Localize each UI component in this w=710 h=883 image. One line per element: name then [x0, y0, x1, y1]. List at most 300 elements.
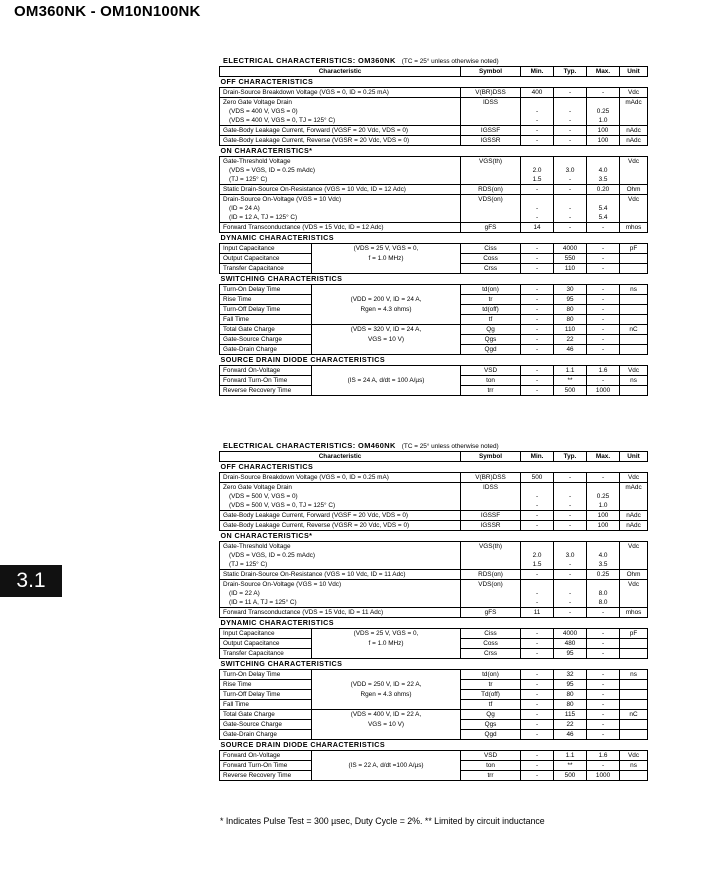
column-header-row [220, 452, 648, 462]
max-cell: 1.0 [587, 116, 620, 126]
characteristic-cell: Forward Transconductance (VDS = 15 Vdc, ID = 11 Adc) [220, 608, 461, 618]
characteristic-cell: Drain-Source Breakdown Voltage (VGS = 0, ID = 0.25 mA) [220, 473, 461, 483]
characteristic-cell: (TJ = 125° C) [220, 175, 461, 185]
table-row [220, 386, 648, 396]
max-cell: - [587, 761, 620, 771]
typ-cell: - [554, 511, 587, 521]
min-cell: - [521, 570, 554, 580]
unit-cell [620, 639, 648, 649]
unit-cell [620, 264, 648, 274]
test-condition-cell [312, 771, 461, 781]
symbol-cell: VSD [461, 751, 521, 761]
table-row [220, 511, 648, 521]
table-row [220, 589, 648, 598]
symbol-cell: IDSS [461, 98, 521, 108]
typ-cell: - [554, 107, 587, 116]
symbol-cell: Coss [461, 639, 521, 649]
symbol-cell: td(on) [461, 285, 521, 295]
max-cell: 8.0 [587, 589, 620, 598]
table-row [220, 501, 648, 511]
category-label: OFF CHARACTERISTICS [220, 462, 648, 473]
unit-cell [620, 315, 648, 325]
test-condition-cell: (VDD = 250 V, ID = 22 A, [312, 680, 461, 690]
test-condition-cell: (IS = 24 A, d/dt = 100 A/µs) [312, 376, 461, 386]
unit-cell [620, 560, 648, 570]
unit-cell: ns [620, 670, 648, 680]
unit-cell [620, 213, 648, 223]
table-row [220, 254, 648, 264]
symbol-cell: IGSSR [461, 136, 521, 146]
unit-cell [620, 690, 648, 700]
table-row [220, 136, 648, 146]
max-cell: - [587, 629, 620, 639]
unit-cell: ns [620, 761, 648, 771]
max-cell: - [587, 264, 620, 274]
symbol-cell: gFS [461, 608, 521, 618]
max-cell: 0.20 [587, 185, 620, 195]
max-cell [587, 195, 620, 205]
typ-cell: - [554, 598, 587, 608]
symbol-cell [461, 107, 521, 116]
symbol-cell: Qgd [461, 345, 521, 355]
max-cell: - [587, 315, 620, 325]
max-cell: - [587, 639, 620, 649]
unit-cell [620, 166, 648, 175]
table-row [220, 751, 648, 761]
min-cell: - [521, 720, 554, 730]
off-characteristics-heading [220, 462, 648, 473]
symbol-cell: tf [461, 315, 521, 325]
typ-cell: 550 [554, 254, 587, 264]
characteristic-cell: Transfer Capacitance [220, 264, 312, 274]
typ-cell: - [554, 473, 587, 483]
om360nk-characteristics [218, 56, 648, 396]
column-characteristic: Characteristic [220, 67, 461, 77]
table-row [220, 295, 648, 305]
table-row [220, 771, 648, 781]
unit-cell: Vdc [620, 473, 648, 483]
table-row [220, 157, 648, 167]
typ-cell: - [554, 589, 587, 598]
characteristic-cell: Fall Time [220, 700, 312, 710]
typ-cell: ** [554, 376, 587, 386]
table-row [220, 185, 648, 195]
characteristic-cell: Gate-Body Leakage Current, Reverse (VGSR = 20 Vdc, VDS = 0) [220, 136, 461, 146]
unit-cell: nAdc [620, 511, 648, 521]
characteristic-cell: Turn-On Delay Time [220, 285, 312, 295]
max-cell: - [587, 680, 620, 690]
table-row [220, 580, 648, 590]
test-condition-cell: (VDS = 400 V, ID = 22 A, [312, 710, 461, 720]
column-max: Max. [587, 67, 620, 77]
characteristic-cell: Forward On-Voltage [220, 751, 312, 761]
typ-cell: 4000 [554, 629, 587, 639]
max-cell: 0.25 [587, 570, 620, 580]
min-cell: - [521, 244, 554, 254]
typ-cell: 480 [554, 639, 587, 649]
max-cell: 1000 [587, 771, 620, 781]
characteristic-cell: Turn-Off Delay Time [220, 690, 312, 700]
unit-cell: pF [620, 629, 648, 639]
min-cell: - [521, 649, 554, 659]
typ-cell: 500 [554, 771, 587, 781]
characteristic-cell: Rise Time [220, 680, 312, 690]
table-row [220, 730, 648, 740]
unit-cell: Vdc [620, 195, 648, 205]
test-condition-cell: VGS = 10 V) [312, 335, 461, 345]
unit-cell: Vdc [620, 366, 648, 376]
typ-cell: 80 [554, 690, 587, 700]
symbol-cell: ton [461, 376, 521, 386]
min-cell: - [521, 771, 554, 781]
symbol-cell: VGS(th) [461, 157, 521, 167]
switching-characteristics-heading [220, 659, 648, 670]
unit-cell [620, 254, 648, 264]
min-cell: - [521, 366, 554, 376]
category-label: ON CHARACTERISTICS* [220, 146, 648, 157]
typ-cell [554, 157, 587, 167]
typ-cell: 46 [554, 345, 587, 355]
symbol-cell: td(on) [461, 670, 521, 680]
table-row [220, 88, 648, 98]
typ-cell [554, 580, 587, 590]
typ-cell: - [554, 570, 587, 580]
characteristic-cell: (ID = 11 A, TJ = 125° C) [220, 598, 461, 608]
min-cell: - [521, 264, 554, 274]
characteristics-table [219, 451, 648, 781]
footnote: * Indicates Pulse Test = 300 µsec, Duty Cycle = 2%. ** Limited by circuit inductance [220, 816, 545, 826]
unit-cell: Ohm [620, 185, 648, 195]
characteristic-cell: Gate-Body Leakage Current, Forward (VGSF = 20 Vdc, VDS = 0) [220, 126, 461, 136]
unit-cell [620, 305, 648, 315]
column-characteristic: Characteristic [220, 452, 461, 462]
table-row [220, 473, 648, 483]
symbol-cell: ton [461, 761, 521, 771]
typ-cell: 115 [554, 710, 587, 720]
unit-cell: nAdc [620, 521, 648, 531]
table-row [220, 649, 648, 659]
max-cell: 4.0 [587, 166, 620, 175]
table-row [220, 107, 648, 116]
unit-cell [620, 492, 648, 501]
characteristic-cell: Forward Transconductance (VDS = 15 Vdc, ID = 12 Adc) [220, 223, 461, 233]
characteristic-cell: Gate-Source Charge [220, 335, 312, 345]
table-row [220, 720, 648, 730]
off-characteristics-heading [220, 77, 648, 88]
source-drain-diode-heading [220, 740, 648, 751]
min-cell: - [521, 629, 554, 639]
characteristic-cell: Gate-Drain Charge [220, 345, 312, 355]
max-cell: - [587, 376, 620, 386]
characteristic-cell: (VDS = 500 V, VGS = 0, TJ = 125° C) [220, 501, 461, 511]
characteristic-cell: Fall Time [220, 315, 312, 325]
category-label: SOURCE DRAIN DIODE CHARACTERISTICS [220, 355, 648, 366]
om460nk-characteristics [218, 441, 648, 781]
typ-cell: 80 [554, 305, 587, 315]
max-cell [587, 98, 620, 108]
switching-characteristics-heading [220, 274, 648, 285]
characteristic-cell: (ID = 24 A) [220, 204, 461, 213]
table-row [220, 690, 648, 700]
typ-cell: 95 [554, 295, 587, 305]
min-cell: - [521, 751, 554, 761]
column-max: Max. [587, 452, 620, 462]
characteristic-cell: Turn-Off Delay Time [220, 305, 312, 315]
symbol-cell: Td(off) [461, 690, 521, 700]
characteristic-cell: Total Gate Charge [220, 710, 312, 720]
column-unit: Unit [620, 67, 648, 77]
table-row [220, 285, 648, 295]
max-cell: 100 [587, 126, 620, 136]
unit-cell [620, 680, 648, 690]
category-label: OFF CHARACTERISTICS [220, 77, 648, 88]
symbol-cell: IGSSR [461, 521, 521, 531]
min-cell [521, 542, 554, 552]
min-cell: - [521, 136, 554, 146]
typ-cell: 1.1 [554, 751, 587, 761]
min-cell: - [521, 315, 554, 325]
max-cell: 1000 [587, 386, 620, 396]
min-cell: 1.5 [521, 560, 554, 570]
table-row [220, 521, 648, 531]
characteristic-cell: Total Gate Charge [220, 325, 312, 335]
symbol-cell: gFS [461, 223, 521, 233]
characteristic-cell: Gate-Body Leakage Current, Reverse (VGSR = 20 Vdc, VDS = 0) [220, 521, 461, 531]
characteristics-table [219, 66, 648, 396]
unit-cell [620, 345, 648, 355]
min-cell: - [521, 521, 554, 531]
max-cell: - [587, 285, 620, 295]
section-heading [218, 56, 648, 66]
min-cell: - [521, 254, 554, 264]
typ-cell: ** [554, 761, 587, 771]
table-row [220, 570, 648, 580]
typ-cell: 4000 [554, 244, 587, 254]
column-min: Min. [521, 452, 554, 462]
unit-cell: Vdc [620, 580, 648, 590]
symbol-cell: trr [461, 771, 521, 781]
table-row [220, 366, 648, 376]
max-cell: - [587, 730, 620, 740]
dynamic-characteristics-heading [220, 618, 648, 629]
typ-cell: 95 [554, 680, 587, 690]
dynamic-characteristics-heading [220, 233, 648, 244]
symbol-cell: Coss [461, 254, 521, 264]
min-cell: - [521, 335, 554, 345]
typ-cell: - [554, 175, 587, 185]
max-cell: - [587, 608, 620, 618]
test-condition-cell: f = 1.0 MHz) [312, 639, 461, 649]
test-condition-cell [312, 730, 461, 740]
table-row [220, 629, 648, 639]
symbol-cell: RDS(on) [461, 570, 521, 580]
characteristic-cell: Reverse Recovery Time [220, 386, 312, 396]
table-row [220, 761, 648, 771]
min-cell: - [521, 285, 554, 295]
table-row [220, 710, 648, 720]
min-cell: - [521, 670, 554, 680]
test-condition-cell: (VDS = 25 V, VGS = 0, [312, 629, 461, 639]
table-row [220, 483, 648, 493]
typ-cell: - [554, 136, 587, 146]
typ-cell: - [554, 223, 587, 233]
symbol-cell: Crss [461, 264, 521, 274]
section-conditions: (TC = 25° unless otherwise noted) [401, 58, 499, 65]
symbol-cell: Qgs [461, 720, 521, 730]
min-cell: - [521, 345, 554, 355]
symbol-cell: tf [461, 700, 521, 710]
test-condition-cell [312, 315, 461, 325]
unit-cell: mhos [620, 223, 648, 233]
on-characteristics-heading [220, 531, 648, 542]
min-cell: - [521, 116, 554, 126]
characteristic-cell: Static Drain-Source On-Resistance (VGS = 10 Vdc, ID = 11 Adc) [220, 570, 461, 580]
typ-cell [554, 483, 587, 493]
characteristic-cell: Gate-Threshold Voltage [220, 542, 461, 552]
unit-cell [620, 649, 648, 659]
max-cell: - [587, 335, 620, 345]
typ-cell [554, 98, 587, 108]
symbol-cell: Qgd [461, 730, 521, 740]
on-characteristics-heading [220, 146, 648, 157]
column-min: Min. [521, 67, 554, 77]
table-row [220, 492, 648, 501]
symbol-cell [461, 501, 521, 511]
table-row [220, 223, 648, 233]
max-cell: 1.0 [587, 501, 620, 511]
characteristic-cell: Input Capacitance [220, 629, 312, 639]
table-row [220, 670, 648, 680]
max-cell [587, 580, 620, 590]
characteristic-cell: Forward Turn-On Time [220, 761, 312, 771]
unit-cell [620, 598, 648, 608]
min-cell: - [521, 690, 554, 700]
column-header-row [220, 67, 648, 77]
typ-cell: 22 [554, 335, 587, 345]
table-row [220, 244, 648, 254]
symbol-cell [461, 598, 521, 608]
min-cell [521, 195, 554, 205]
min-cell: 500 [521, 473, 554, 483]
typ-cell: - [554, 213, 587, 223]
symbol-cell [461, 175, 521, 185]
section-conditions: (TC = 25° unless otherwise noted) [401, 443, 499, 450]
max-cell: 1.6 [587, 366, 620, 376]
max-cell [587, 542, 620, 552]
characteristic-cell: Rise Time [220, 295, 312, 305]
typ-cell: 80 [554, 315, 587, 325]
table-row [220, 335, 648, 345]
characteristic-cell: Drain-Source Breakdown Voltage (VGS = 0, ID = 0.25 mA) [220, 88, 461, 98]
min-cell: - [521, 700, 554, 710]
table-row [220, 680, 648, 690]
unit-cell: Ohm [620, 570, 648, 580]
table-row [220, 166, 648, 175]
max-cell: - [587, 670, 620, 680]
characteristic-cell: (VDS = 400 V, VGS = 0, TJ = 125° C) [220, 116, 461, 126]
unit-cell [620, 107, 648, 116]
max-cell: - [587, 720, 620, 730]
min-cell [521, 580, 554, 590]
min-cell: - [521, 501, 554, 511]
typ-cell [554, 195, 587, 205]
table-row [220, 608, 648, 618]
typ-cell: - [554, 185, 587, 195]
unit-cell [620, 501, 648, 511]
test-condition-cell [312, 670, 461, 680]
test-condition-cell: (VDD = 200 V, ID = 24 A, [312, 295, 461, 305]
unit-cell [620, 335, 648, 345]
typ-cell: - [554, 501, 587, 511]
test-condition-cell [312, 751, 461, 761]
table-row [220, 213, 648, 223]
column-symbol: Symbol [461, 452, 521, 462]
symbol-cell: td(off) [461, 305, 521, 315]
table-row [220, 195, 648, 205]
source-drain-diode-heading [220, 355, 648, 366]
characteristic-cell: Gate-Body Leakage Current, Forward (VGSF = 20 Vdc, VDS = 0) [220, 511, 461, 521]
characteristic-cell: Zero Gate Voltage Drain [220, 98, 461, 108]
table-row [220, 639, 648, 649]
characteristic-cell: Transfer Capacitance [220, 649, 312, 659]
symbol-cell: IDSS [461, 483, 521, 493]
table-row [220, 264, 648, 274]
typ-cell: - [554, 88, 587, 98]
unit-cell: ns [620, 376, 648, 386]
max-cell: - [587, 649, 620, 659]
symbol-cell: IGSSF [461, 126, 521, 136]
symbol-cell [461, 213, 521, 223]
max-cell: 8.0 [587, 598, 620, 608]
max-cell [587, 157, 620, 167]
test-condition-cell: VGS = 10 V) [312, 720, 461, 730]
min-cell [521, 98, 554, 108]
table-row [220, 204, 648, 213]
category-label: ON CHARACTERISTICS* [220, 531, 648, 542]
unit-cell: nC [620, 710, 648, 720]
test-condition-cell [312, 264, 461, 274]
category-label: DYNAMIC CHARACTERISTICS [220, 233, 648, 244]
min-cell: - [521, 386, 554, 396]
table-row [220, 116, 648, 126]
test-condition-cell: Rgen = 4.3 ohms) [312, 690, 461, 700]
typ-cell: 95 [554, 649, 587, 659]
typ-cell: 110 [554, 264, 587, 274]
symbol-cell: tr [461, 295, 521, 305]
unit-cell: nAdc [620, 136, 648, 146]
category-label: SOURCE DRAIN DIODE CHARACTERISTICS [220, 740, 648, 751]
unit-cell [620, 175, 648, 185]
min-cell: - [521, 710, 554, 720]
min-cell: 1.5 [521, 175, 554, 185]
unit-cell: ns [620, 285, 648, 295]
max-cell: 100 [587, 511, 620, 521]
table-row [220, 98, 648, 108]
symbol-cell: V(BR)DSS [461, 88, 521, 98]
min-cell: 14 [521, 223, 554, 233]
typ-cell: - [554, 521, 587, 531]
min-cell: - [521, 730, 554, 740]
unit-cell: Vdc [620, 157, 648, 167]
typ-cell: - [554, 492, 587, 501]
column-symbol: Symbol [461, 67, 521, 77]
table-row [220, 700, 648, 710]
unit-cell [620, 295, 648, 305]
symbol-cell: VSD [461, 366, 521, 376]
symbol-cell [461, 116, 521, 126]
characteristic-cell: Output Capacitance [220, 254, 312, 264]
table-row [220, 345, 648, 355]
